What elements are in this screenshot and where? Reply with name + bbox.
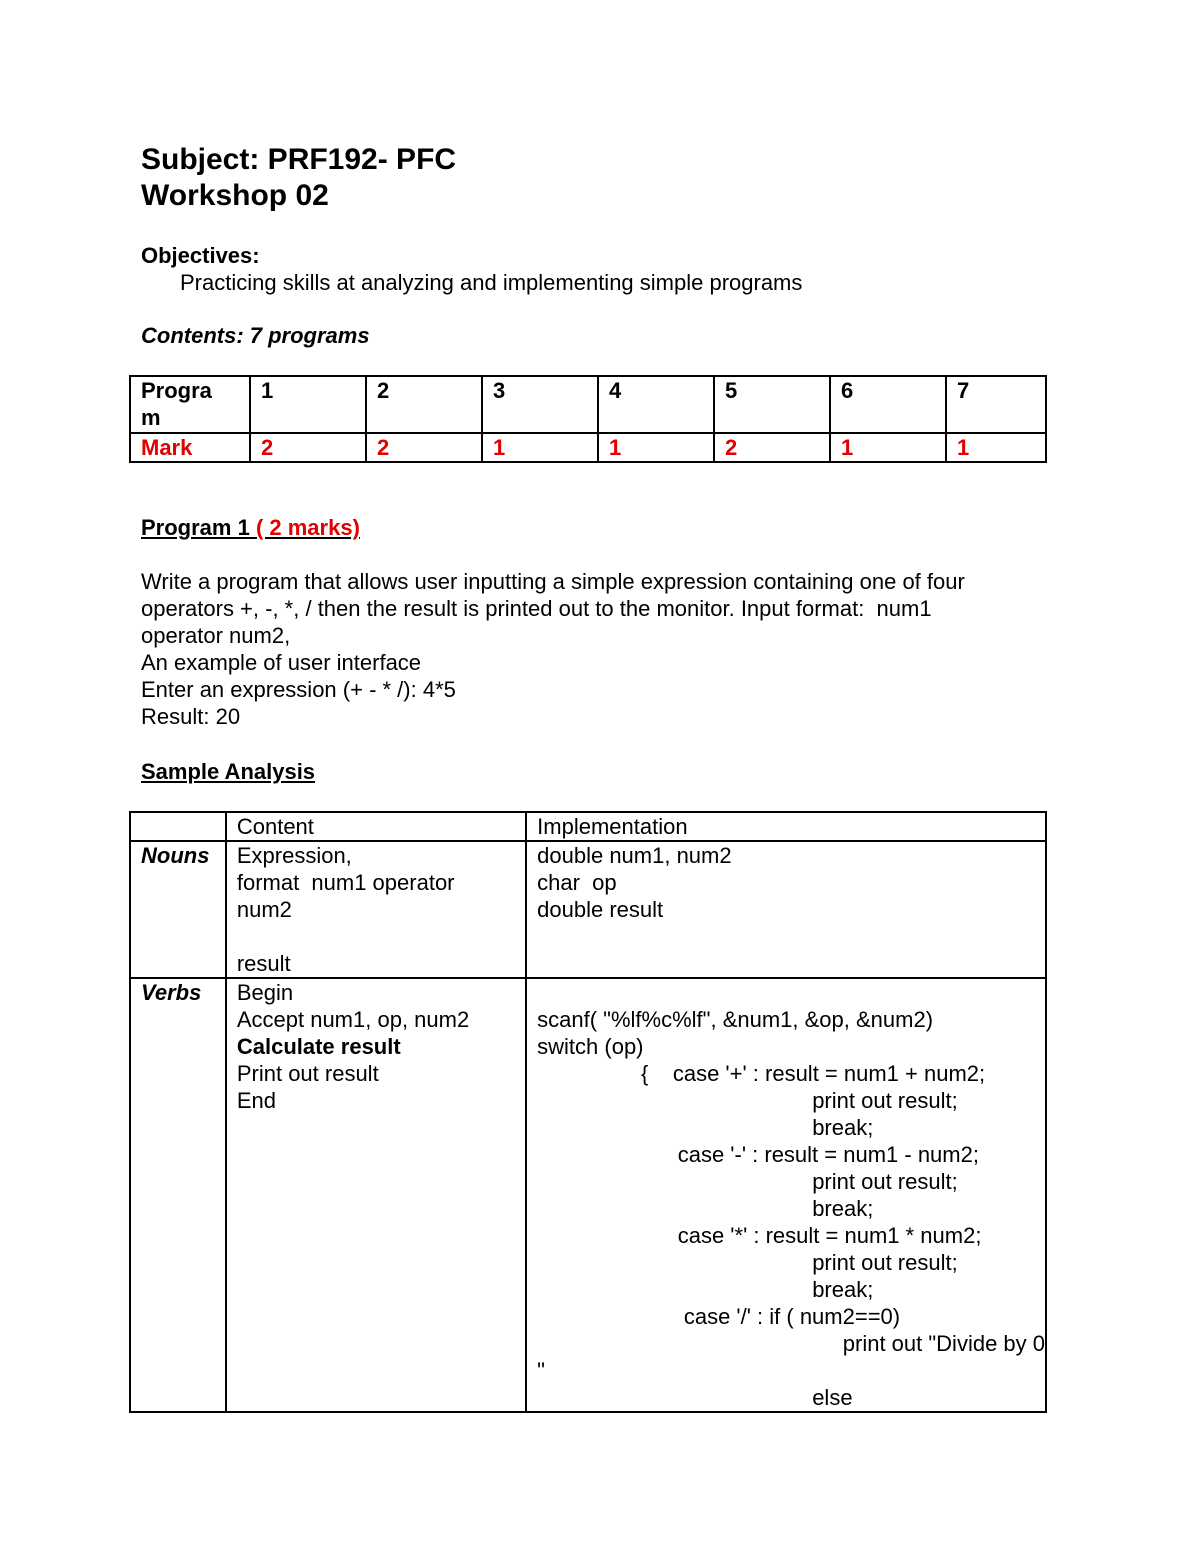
subject-title: Subject: PRF192- PFC bbox=[141, 143, 457, 176]
verbs-content-line: Accept num1, op, num2 bbox=[236, 1007, 470, 1032]
verbs-impl-line: else bbox=[537, 1385, 853, 1410]
program-number-cell: 3 bbox=[482, 376, 598, 433]
mark-header-cell: Mark bbox=[130, 433, 250, 462]
program-label-line-1: Progra bbox=[141, 378, 212, 403]
verbs-content-line: Begin bbox=[236, 980, 294, 1005]
program-row bbox=[130, 376, 1046, 433]
verbs-impl-line: print out result; bbox=[537, 1088, 958, 1113]
nouns-impl-line: double num1, num2 bbox=[537, 843, 732, 868]
program-number-cell: 5 bbox=[714, 376, 830, 433]
nouns-impl-cell bbox=[526, 841, 1046, 978]
verbs-impl-line: break; bbox=[537, 1115, 874, 1140]
verbs-impl-line: switch (op) bbox=[537, 1034, 644, 1059]
program1-description bbox=[141, 568, 965, 730]
program1-marks: ( 2 marks) bbox=[255, 515, 360, 540]
verbs-impl-cell bbox=[526, 978, 1046, 1412]
mark-value-cell: 2 bbox=[250, 433, 366, 462]
mark-value-cell: 1 bbox=[482, 433, 598, 462]
verbs-content-line: End bbox=[236, 1088, 276, 1113]
objectives-label: Objectives: bbox=[141, 243, 260, 268]
verbs-impl-line: break; bbox=[537, 1277, 874, 1302]
verbs-impl-line: scanf( "%lf%c%lf", &num1, &op, &num2) bbox=[537, 1007, 934, 1032]
verbs-impl-line: print out result; bbox=[537, 1169, 958, 1194]
description-line: Result: 20 bbox=[141, 704, 241, 729]
program-header-cell bbox=[130, 376, 250, 433]
objectives-text: Practicing skills at analyzing and implementing simple programs bbox=[180, 270, 803, 295]
nouns-content-line: result bbox=[236, 951, 291, 976]
verbs-impl-line: case '/' : if ( num2==0) bbox=[537, 1304, 901, 1329]
verbs-impl-line: case '-' : result = num1 - num2; bbox=[537, 1142, 979, 1167]
mark-value-cell: 1 bbox=[830, 433, 946, 462]
description-line: Enter an expression (+ - * /): 4*5 bbox=[141, 677, 456, 702]
verbs-content-line: Calculate result bbox=[236, 1034, 401, 1059]
contents-label: Contents: 7 programs bbox=[141, 323, 370, 348]
verbs-impl-line: case '*' : result = num1 * num2; bbox=[537, 1223, 982, 1248]
mark-value-cell: 1 bbox=[598, 433, 714, 462]
verbs-row bbox=[130, 978, 1046, 1412]
program-number-cell: 6 bbox=[830, 376, 946, 433]
analysis-header-row bbox=[130, 812, 1046, 841]
verbs-content-cell bbox=[226, 978, 526, 1412]
analysis-table bbox=[129, 811, 1047, 1413]
program-number-cell: 4 bbox=[598, 376, 714, 433]
nouns-label: Nouns bbox=[130, 841, 226, 978]
verbs-label: Verbs bbox=[130, 978, 226, 1412]
nouns-content-line: num2 bbox=[236, 897, 292, 922]
nouns-content-cell bbox=[226, 841, 526, 978]
nouns-impl-line: char op bbox=[537, 870, 617, 895]
program1-heading bbox=[141, 514, 360, 541]
content-column-header: Content bbox=[226, 812, 526, 841]
analysis-corner-cell bbox=[130, 812, 226, 841]
description-line: Write a program that allows user inputting a simple expression containing one of four bbox=[141, 569, 965, 594]
mark-row bbox=[130, 433, 1046, 462]
nouns-content-line bbox=[237, 923, 525, 950]
marks-table bbox=[129, 375, 1047, 463]
workshop-title: Workshop 02 bbox=[141, 179, 329, 212]
description-line: An example of user interface bbox=[141, 650, 422, 675]
verbs-impl-line: break; bbox=[537, 1196, 874, 1221]
implementation-column-header: Implementation bbox=[526, 812, 1046, 841]
mark-value-cell: 2 bbox=[714, 433, 830, 462]
program-number-cell: 7 bbox=[946, 376, 1046, 433]
analysis-heading: Sample Analysis bbox=[141, 759, 316, 784]
description-line: operators +, -, *, / then the result is printed out to the monitor. Input format: num1 bbox=[141, 596, 932, 621]
program1-title: Program 1 bbox=[141, 515, 250, 540]
nouns-content-line: Expression, bbox=[236, 843, 352, 868]
program-number-cell: 1 bbox=[250, 376, 366, 433]
nouns-row bbox=[130, 841, 1046, 978]
verbs-impl-line: print out "Divide by 0 bbox=[537, 1331, 1045, 1356]
verbs-impl-line: { case '+' : result = num1 + num2; bbox=[537, 1061, 986, 1086]
program-label-line-2: m bbox=[141, 405, 161, 430]
verbs-impl-line bbox=[537, 979, 1045, 1006]
program-number-cell: 2 bbox=[366, 376, 482, 433]
verbs-content-line: Print out result bbox=[236, 1061, 379, 1086]
mark-value-cell: 1 bbox=[946, 433, 1046, 462]
nouns-content-line: format num1 operator bbox=[236, 870, 455, 895]
description-line: operator num2, bbox=[141, 623, 291, 648]
verbs-impl-line: " bbox=[537, 1358, 545, 1383]
nouns-impl-line: double result bbox=[537, 897, 664, 922]
mark-value-cell: 2 bbox=[366, 433, 482, 462]
verbs-impl-line: print out result; bbox=[537, 1250, 958, 1275]
